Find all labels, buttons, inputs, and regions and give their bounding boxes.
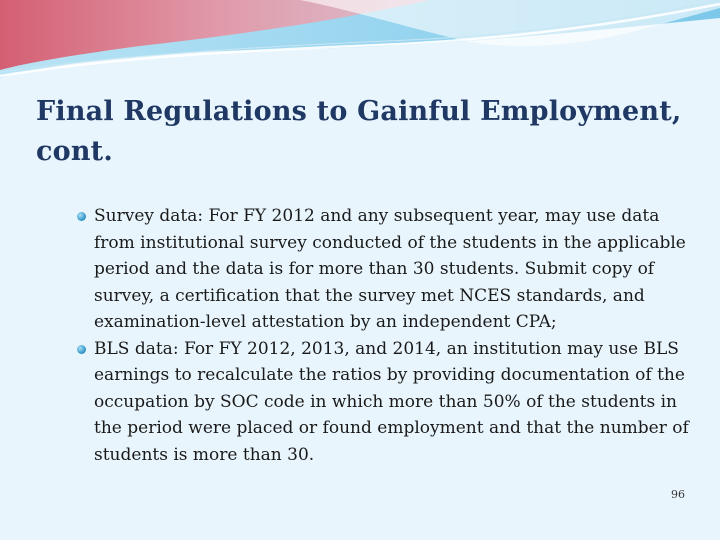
bullet-text: Survey data: For FY 2012 and any subsequent year, may use data from institutional survey conducted of the students in the applicable period and the data is for more than 30 students. Submit copy of survey, a certification that the survey met NCES standards, and examination-level attestation by an independent CPA; <box>94 206 686 332</box>
bullet-text: BLS data: For FY 2012, 2013, and 2014, an institution may use BLS earnings to recalculate the ratios by providing documentation of the occupation by SOC code in which more than 50% of the students in the period were placed or found employment and that the number of students is more than 30. <box>94 338 689 465</box>
slide-title: Final Regulations to Gainful Employment, cont. <box>36 96 682 167</box>
bullet-item-survey-data <box>78 203 696 336</box>
bullet-list <box>78 203 696 468</box>
bullet-point-icon <box>77 345 86 354</box>
header-wave-decoration <box>0 0 720 80</box>
bullet-point-icon <box>77 212 86 221</box>
page-number: 96 <box>671 488 685 501</box>
bullet-item-bls-data <box>78 336 696 469</box>
